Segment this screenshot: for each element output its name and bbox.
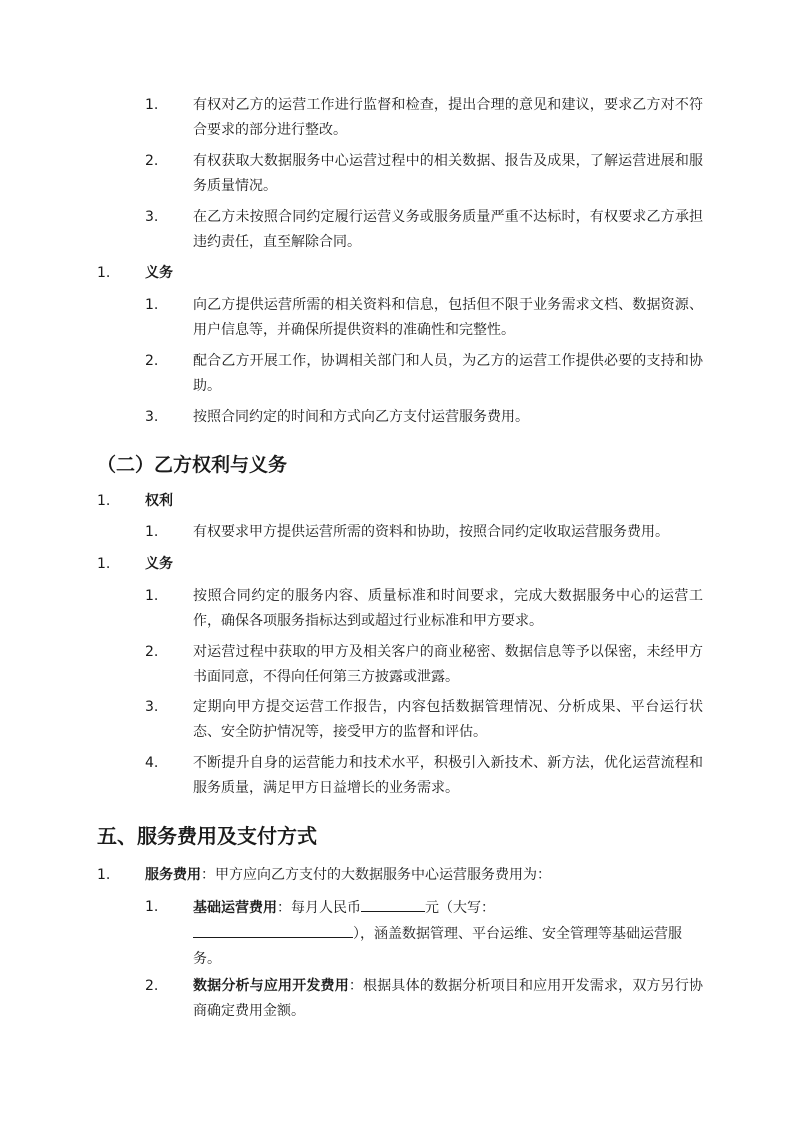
fee-text: ：每月人民币	[277, 900, 361, 916]
list-number: 1.	[97, 556, 111, 572]
list-number: 3.	[145, 209, 159, 225]
list-item	[193, 974, 703, 1024]
list-item: 有权获取大数据服务中心运营过程中的相关数据、报告及成果，了解运营进展和服务质量情况。	[193, 153, 703, 194]
list-item: 按照合同约定的时间和方式向乙方支付运营服务费用。	[193, 409, 529, 425]
list-number: 3.	[145, 409, 159, 425]
amount-words-blank	[193, 921, 353, 938]
amount-blank	[361, 895, 425, 912]
list-item: 对运营过程中获取的甲方及相关客户的商业秘密、数据信息等予以保密，未经甲方书面同意，不得向任何第三方披露或泄露。	[193, 644, 703, 685]
list-number: 1.	[97, 867, 111, 883]
list-item: 有权对乙方的运营工作进行监督和检查，提出合理的意见和建议，要求乙方对不符合要求的部分进行整改。	[193, 97, 703, 138]
fee-text: ），涵盖数据管理、平台运维、安全管理等基础运营服务。	[193, 926, 682, 967]
fee-label: 服务费用	[145, 867, 201, 883]
fee-text: ：根据具体的数据分析项目和应用开发需求，双方另行协商确定费用金额。	[193, 978, 704, 1019]
list-item: 定期向甲方提交运营工作报告，内容包括数据管理情况、分析成果、平台运行状态、安全防护情况等，接受甲方的监督和评估。	[193, 699, 703, 740]
list-item: 不断提升自身的运营能力和技术水平，积极引入新技术、新方法，优化运营流程和服务质量，满足甲方日益增长的业务需求。	[193, 755, 703, 796]
fee-label: 基础运营费用	[193, 900, 277, 916]
list-number: 1.	[97, 265, 111, 281]
list-item: 有权要求甲方提供运营所需的资料和协助，按照合同约定收取运营服务费用。	[193, 524, 669, 540]
list-number: 2.	[145, 153, 159, 169]
list-number: 1.	[145, 97, 159, 113]
fee-label: 数据分析与应用开发费用	[193, 978, 349, 994]
fee-item	[145, 863, 705, 888]
list-number: 1.	[145, 297, 159, 313]
list-number: 1.	[97, 493, 111, 509]
list-item: 配合乙方开展工作，协调相关部门和人员，为乙方的运营工作提供必要的支持和协助。	[193, 353, 703, 394]
list-number: 4.	[145, 755, 159, 771]
list-number: 1.	[145, 899, 159, 915]
list-item: 向乙方提供运营所需的相关资料和信息，包括但不限于业务需求文档、数据资源、用户信息等，并确保所提供资料的准确性和完整性。	[193, 297, 703, 338]
list-number: 1.	[145, 588, 159, 604]
list-number: 1.	[145, 524, 159, 540]
list-item: 按照合同约定的服务内容、质量标准和时间要求，完成大数据服务中心的运营工作，确保各项服务指标达到或超过行业标准和甲方要求。	[193, 588, 703, 629]
list-number: 2.	[145, 353, 159, 369]
subsection-heading: 权利	[145, 493, 173, 509]
fee-text: 元（大写：	[425, 900, 495, 916]
subsection-heading: 义务	[145, 265, 173, 281]
list-number: 3.	[145, 699, 159, 715]
section-title: 五、服务费用及支付方式	[97, 824, 317, 848]
subsection-heading: 义务	[145, 556, 173, 572]
fee-text: ：甲方应向乙方支付的大数据服务中心运营服务费用为：	[201, 867, 551, 883]
section-title: （二）乙方权利与义务	[97, 454, 288, 476]
list-number: 2.	[145, 978, 159, 994]
list-item: 在乙方未按照合同约定履行运营义务或服务质量严重不达标时，有权要求乙方承担违约责任，直至解除合同。	[193, 209, 703, 250]
list-item	[193, 895, 703, 972]
list-number: 2.	[145, 644, 159, 660]
